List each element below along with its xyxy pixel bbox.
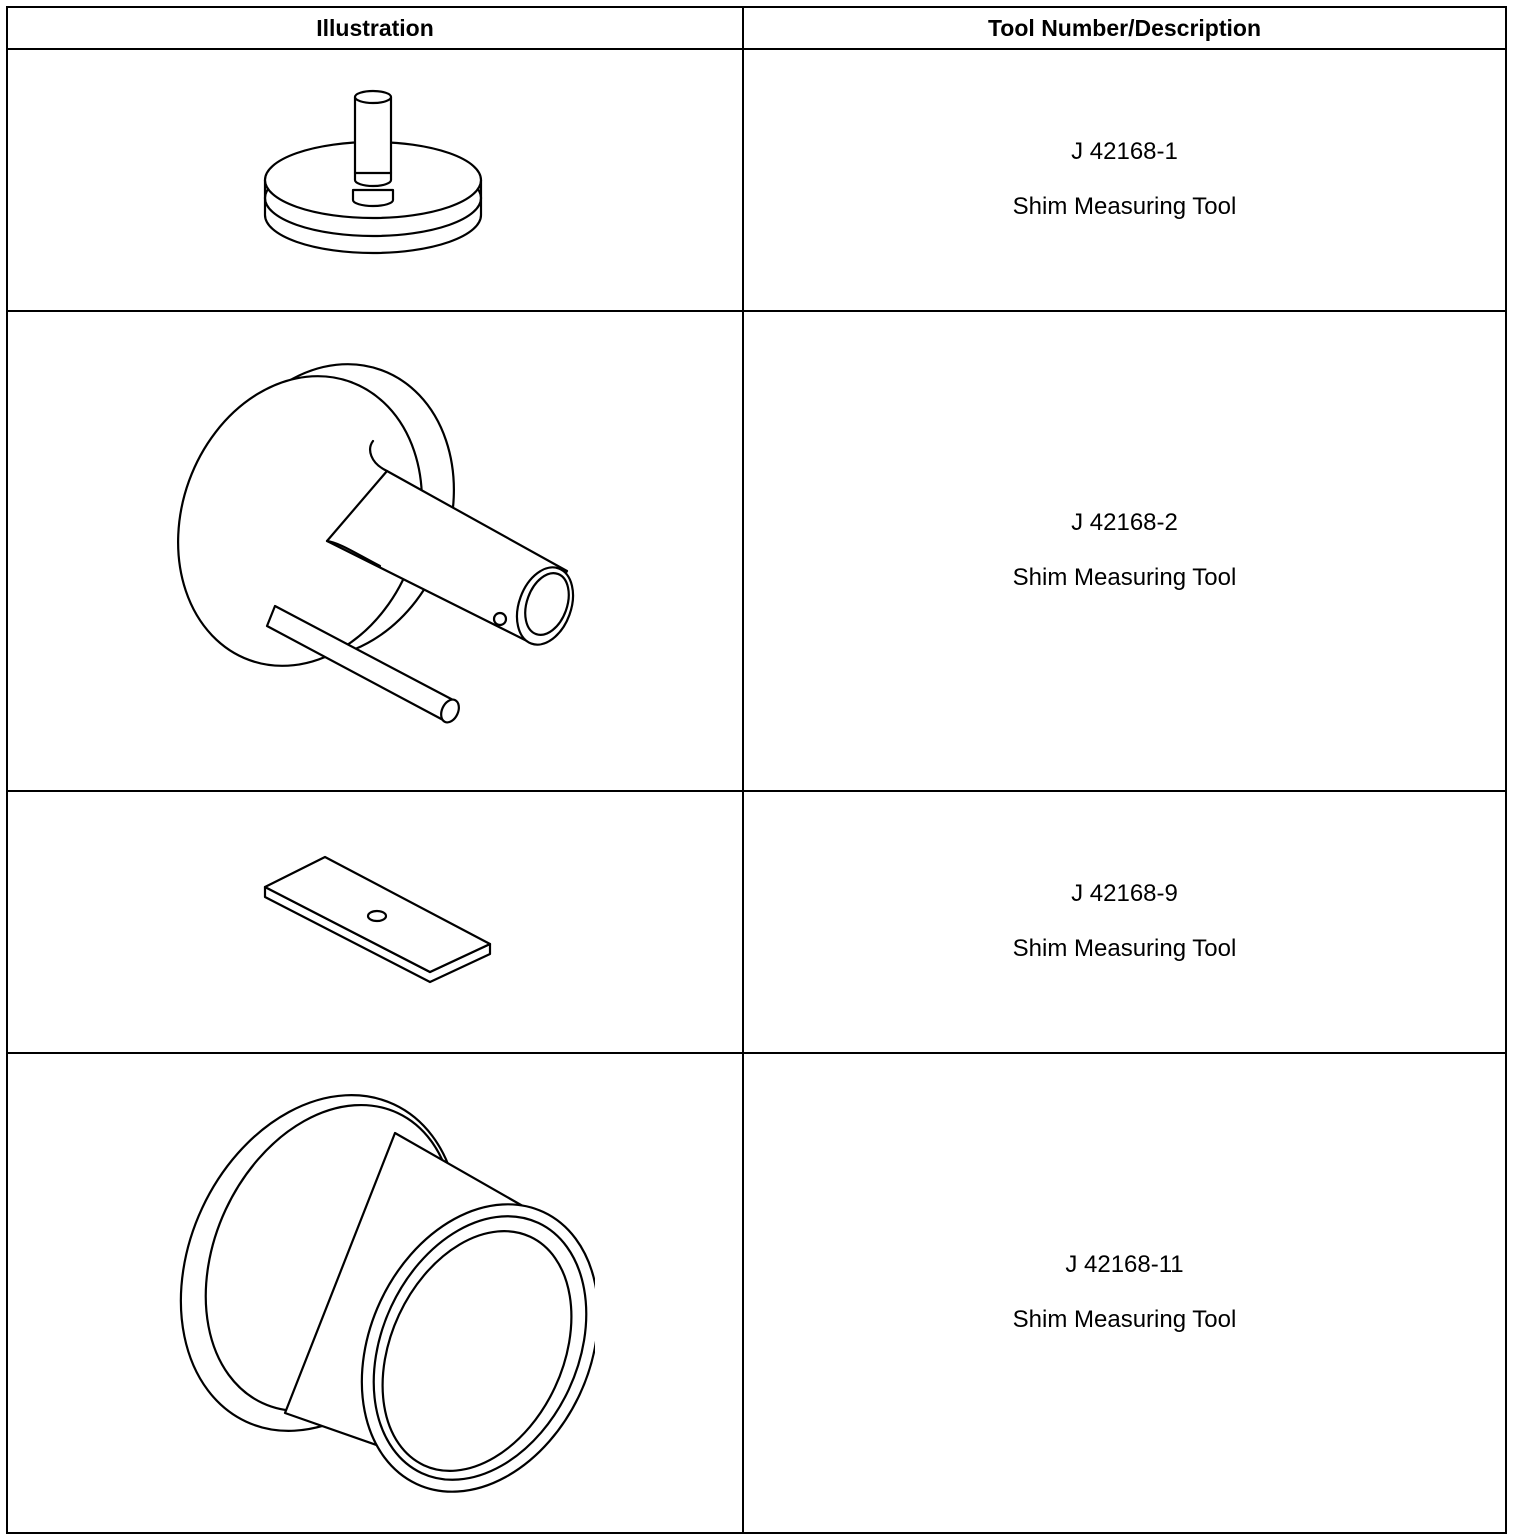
illustration-cell	[7, 1053, 743, 1533]
tool-description-cell	[743, 311, 1506, 791]
tool-number: J 42168-1	[1071, 138, 1178, 166]
tool-description-cell	[743, 1053, 1506, 1533]
tool-table	[6, 6, 1507, 1534]
tool-description: Shim Measuring Tool	[1012, 1306, 1237, 1333]
tool-description: Shim Measuring Tool	[1012, 935, 1237, 962]
shim-measuring-tool-disc-with-pin-icon	[245, 65, 505, 295]
tool-description: Shim Measuring Tool	[1012, 564, 1237, 591]
tool-number: J 42168-2	[1071, 509, 1178, 537]
header-tool-number-description: Tool Number/Description	[743, 7, 1506, 49]
table-header-row	[7, 7, 1506, 49]
illustration-cell	[7, 49, 743, 311]
tool-number: J 42168-9	[1071, 880, 1178, 908]
tool-description-cell	[743, 49, 1506, 311]
header-illustration: Illustration	[7, 7, 743, 49]
shim-measuring-tool-flange-with-shaft-icon	[155, 331, 595, 771]
illustration-cell	[7, 311, 743, 791]
tool-description: Shim Measuring Tool	[1012, 193, 1237, 220]
tool-description-cell	[743, 791, 1506, 1053]
illustration-cell	[7, 791, 743, 1053]
table-row	[7, 49, 1506, 311]
tool-number: J 42168-11	[1065, 1251, 1184, 1279]
table-row	[7, 311, 1506, 791]
table-row	[7, 1053, 1506, 1533]
shim-measuring-tool-plate-icon	[245, 842, 505, 1002]
shim-measuring-tool-ring-icon	[155, 1073, 595, 1513]
table-row	[7, 791, 1506, 1053]
